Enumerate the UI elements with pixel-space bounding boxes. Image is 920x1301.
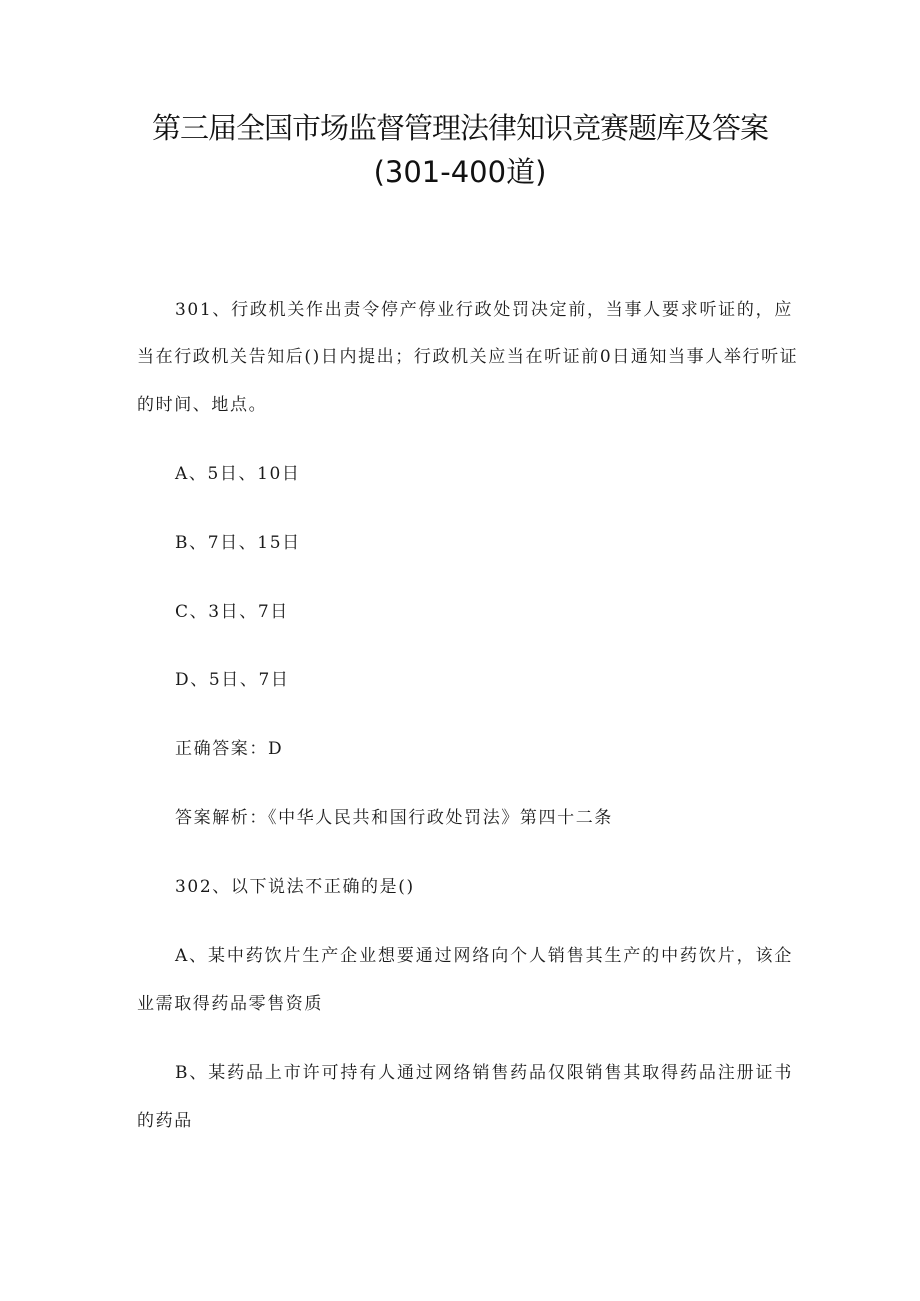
option-b-continuation: 的药品 (137, 1111, 193, 1131)
question-stem-line: 的时间、地点。 (137, 395, 268, 415)
option-d: D、5日、7日 (175, 670, 290, 690)
option-c: C、3日、7日 (175, 602, 289, 622)
question-stem: 302、以下说法不正确的是() (175, 877, 415, 897)
page-subtitle: (301-400道) (373, 155, 547, 189)
option-b: B、某药品上市许可持有人通过网络销售药品仅限销售其取得药品注册证书 (175, 1063, 793, 1083)
question-stem-line: 当在行政机关告知后()日内提出；行政机关应当在听证前0日通知当事人举行听证 (137, 347, 799, 367)
option-a-continuation: 业需取得药品零售资质 (137, 994, 323, 1014)
answer-analysis: 答案解析：《中华人民共和国行政处罚法》第四十二条 (175, 808, 613, 828)
option-a: A、5日、10日 (175, 464, 301, 484)
option-b: B、7日、15日 (175, 533, 301, 553)
option-a: A、某中药饮片生产企业想要通过网络向个人销售其生产的中药饮片，该企 (175, 946, 793, 966)
page-title: 第三届全国市场监督管理法律知识竞赛题库及答案 (151, 111, 768, 145)
question-stem-line: 301、行政机关作出责令停产停业行政处罚决定前，当事人要求听证的，应 (175, 300, 793, 320)
correct-answer: 正确答案：D (175, 739, 284, 759)
